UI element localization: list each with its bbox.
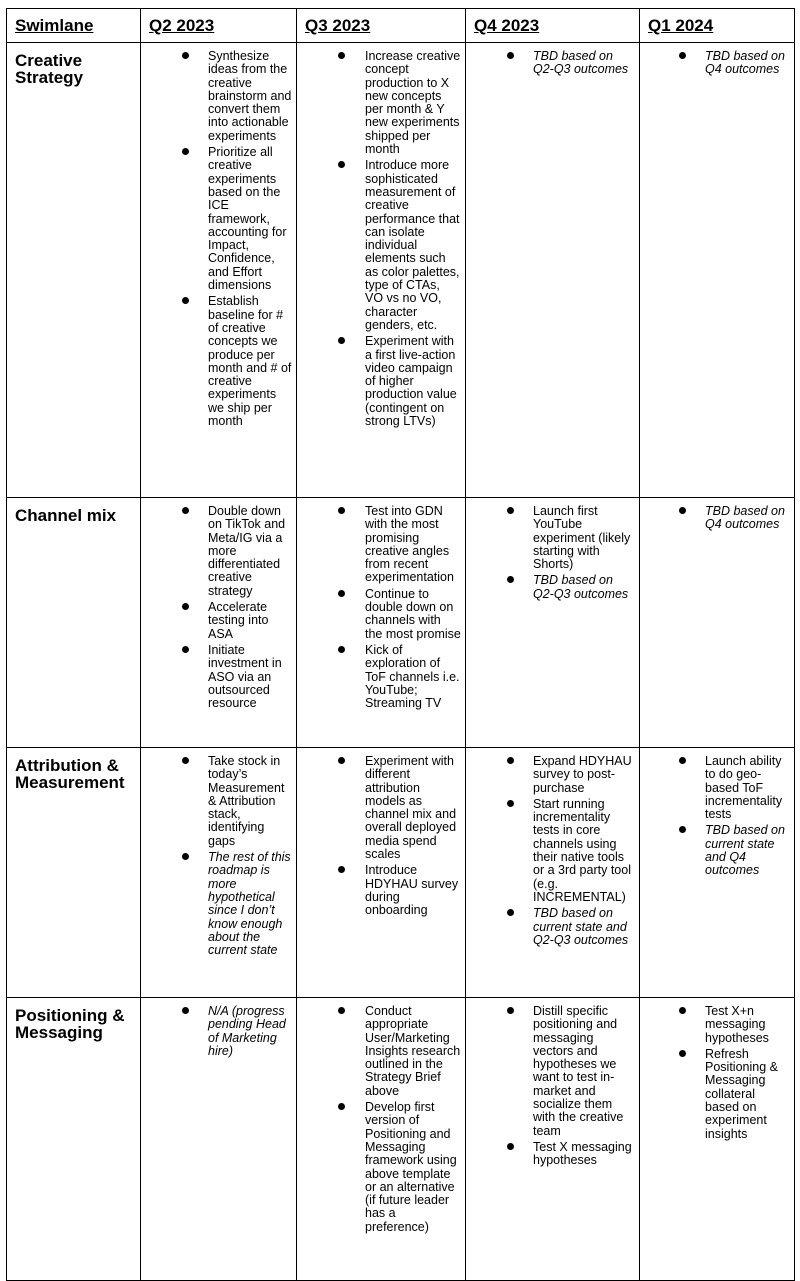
bullet-text: N/A (progress pending Head of Marketing hire) xyxy=(208,1004,286,1058)
bullet-dot-icon xyxy=(507,1143,514,1150)
bullet-item xyxy=(466,1005,635,1138)
cell-q3-2023 xyxy=(297,748,466,998)
bullet-dot-icon xyxy=(679,1007,686,1014)
bullet-text: Accelerate testing into ASA xyxy=(208,600,269,641)
bullet-item xyxy=(466,50,635,77)
bullet-item xyxy=(466,907,635,947)
bullet-list xyxy=(141,748,296,957)
bullet-item xyxy=(297,335,461,428)
bullet-dot-icon xyxy=(182,148,189,155)
bullet-text: Continue to double down on channels with the most promise xyxy=(365,586,461,641)
bullet-list xyxy=(297,498,465,710)
bullet-text: TBD based on Q2-Q3 outcomes xyxy=(533,49,629,77)
cell-q4-2023 xyxy=(466,498,640,748)
bullet-item xyxy=(141,755,292,848)
cell-q1-2024 xyxy=(640,43,795,498)
bullet-text: The rest of this roadmap is more hypothetical since I don’t know enough about the current state xyxy=(208,850,291,958)
cell-q3-2023 xyxy=(297,998,466,1281)
bullet-text: Introduce more sophisticated measurement of creative performance that can isolate individual elements such as color palettes, type of CTAs, VO vs no VO, character genders, etc. xyxy=(365,158,460,332)
bullet-dot-icon xyxy=(507,507,514,514)
bullet-text: Conduct appropriate User/Marketing Insights research outlined in the Strategy Brief above xyxy=(365,1004,461,1098)
bullet-text: Synthesize ideas from the creative brainstorm and convert them into actionable experiments xyxy=(208,49,292,143)
bullet-dot-icon xyxy=(338,1007,345,1014)
bullet-text: Test X+n messaging hypotheses xyxy=(705,1004,769,1045)
bullet-text: Launch ability to do geo-based ToF incrementality tests xyxy=(705,754,783,822)
cell-q1-2024 xyxy=(640,998,795,1281)
bullet-dot-icon xyxy=(679,1050,686,1057)
roadmap-table xyxy=(6,8,795,1281)
bullet-item xyxy=(640,505,790,532)
header-row xyxy=(7,9,795,43)
bullet-item xyxy=(297,505,461,585)
header-q1-2024: Q1 2024 xyxy=(640,9,795,43)
bullet-dot-icon xyxy=(338,866,345,873)
bullet-text: Initiate investment in ASO via an outsourced resource xyxy=(208,642,282,711)
bullet-item xyxy=(141,851,292,957)
bullet-text: Distill specific positioning and messaging vectors and hypotheses we want to test in-market and socialize them with the creative team xyxy=(533,1004,624,1138)
lane-label: Positioning & Messaging xyxy=(7,998,141,1281)
bullet-text: TBD based on Q4 outcomes xyxy=(705,504,785,532)
bullet-dot-icon xyxy=(338,1103,345,1110)
bullet-dot-icon xyxy=(182,853,189,860)
bullet-dot-icon xyxy=(679,507,686,514)
header-q3-2023: Q3 2023 xyxy=(297,9,466,43)
bullet-item xyxy=(297,864,461,917)
bullet-item xyxy=(640,755,790,821)
bullet-dot-icon xyxy=(182,603,189,610)
cell-q3-2023 xyxy=(297,498,466,748)
bullet-item xyxy=(297,588,461,641)
bullet-item xyxy=(640,1048,790,1141)
bullet-dot-icon xyxy=(338,590,345,597)
bullet-dot-icon xyxy=(182,52,189,59)
lane-label: Creative Strategy xyxy=(7,43,141,498)
cell-q4-2023 xyxy=(466,998,640,1281)
bullet-dot-icon xyxy=(679,826,686,833)
header-q4-2023: Q4 2023 xyxy=(466,9,640,43)
bullet-dot-icon xyxy=(679,757,686,764)
cell-q2-2023 xyxy=(141,43,297,498)
bullet-text: Prioritize all creative experiments based on the ICE framework, accounting for Impact, Confidence, and Effort dimensions xyxy=(208,145,287,293)
bullet-list xyxy=(640,43,794,77)
bullet-item xyxy=(141,601,292,641)
bullet-item xyxy=(141,146,292,292)
bullet-item xyxy=(466,1141,635,1168)
bullet-text: TBD based on Q2-Q3 outcomes xyxy=(533,573,629,601)
cell-q2-2023 xyxy=(141,998,297,1281)
bullet-item xyxy=(466,755,635,795)
bullet-list xyxy=(640,748,794,878)
bullet-text: Develop first version of Positioning and Messaging framework using above template or an alternative (if future leader has a preference) xyxy=(365,1100,457,1234)
bullet-list xyxy=(141,498,296,710)
bullet-text: Double down on TikTok and Meta/IG via a more differentiated creative strategy xyxy=(208,504,286,598)
bullet-list xyxy=(640,998,794,1141)
bullet-dot-icon xyxy=(182,507,189,514)
bullet-text: Refresh Positioning & Messaging collateral based on experiment insights xyxy=(705,1046,778,1141)
bullet-item xyxy=(141,644,292,710)
row-creative-strategy xyxy=(7,43,795,498)
bullet-dot-icon xyxy=(182,297,189,304)
row-attribution-measurement xyxy=(7,748,795,998)
bullet-text: Establish baseline for # of creative concepts we produce per month and # of creative experiments we ship per month xyxy=(208,294,292,429)
bullet-list xyxy=(466,498,639,601)
bullet-dot-icon xyxy=(182,1007,189,1014)
bullet-dot-icon xyxy=(338,507,345,514)
cell-q1-2024 xyxy=(640,748,795,998)
lane-label: Attribution & Measurement xyxy=(7,748,141,998)
lane-label: Channel mix xyxy=(7,498,141,748)
bullet-item xyxy=(640,50,790,77)
bullet-text: Introduce HDYHAU survey during onboarding xyxy=(365,863,459,918)
bullet-item xyxy=(297,159,461,332)
bullet-dot-icon xyxy=(338,161,345,168)
bullet-item xyxy=(297,1101,461,1234)
cell-q2-2023 xyxy=(141,748,297,998)
header-q2-2023: Q2 2023 xyxy=(141,9,297,43)
bullet-item xyxy=(640,824,790,877)
bullet-dot-icon xyxy=(338,337,345,344)
bullet-dot-icon xyxy=(182,646,189,653)
bullet-text: Kick of exploration of ToF channels i.e. YouTube; Streaming TV xyxy=(365,642,460,711)
bullet-dot-icon xyxy=(679,52,686,59)
bullet-text: Test into GDN with the most promising creative angles from recent experimentation xyxy=(365,504,454,585)
bullet-text: TBD based on Q4 outcomes xyxy=(705,49,785,77)
bullet-list xyxy=(297,43,465,428)
bullet-dot-icon xyxy=(507,757,514,764)
bullet-item xyxy=(466,574,635,601)
bullet-text: TBD based on current state and Q4 outcomes xyxy=(705,823,785,878)
bullet-dot-icon xyxy=(507,576,514,583)
bullet-item xyxy=(297,50,461,156)
cell-q2-2023 xyxy=(141,498,297,748)
bullet-item xyxy=(297,1005,461,1098)
bullet-list xyxy=(640,498,794,532)
header-swimlane: Swimlane xyxy=(7,9,141,43)
bullet-item xyxy=(297,755,461,861)
bullet-dot-icon xyxy=(507,1007,514,1014)
bullet-text: Experiment with a first live-action video campaign of higher production value (contingent on strong LTVs) xyxy=(365,334,457,429)
bullet-item xyxy=(297,644,461,710)
bullet-dot-icon xyxy=(507,800,514,807)
bullet-dot-icon xyxy=(338,646,345,653)
bullet-dot-icon xyxy=(338,52,345,59)
bullet-text: Expand HDYHAU survey to post-purchase xyxy=(533,754,632,795)
bullet-dot-icon xyxy=(507,52,514,59)
roadmap-body xyxy=(7,43,795,1281)
bullet-list xyxy=(297,998,465,1234)
bullet-text: Increase creative concept production to X new concepts per month & Y new experiments shipped per month xyxy=(365,49,461,157)
bullet-item xyxy=(141,50,292,143)
cell-q1-2024 xyxy=(640,498,795,748)
bullet-list xyxy=(141,43,296,428)
bullet-item xyxy=(141,295,292,428)
cell-q3-2023 xyxy=(297,43,466,498)
row-channel-mix xyxy=(7,498,795,748)
bullet-dot-icon xyxy=(338,757,345,764)
bullet-item xyxy=(640,1005,790,1045)
cell-q4-2023 xyxy=(466,43,640,498)
bullet-list xyxy=(466,748,639,947)
bullet-text: Start running incrementality tests in core channels using their native tools or a 3rd party tool (e.g. INCREMENTAL) xyxy=(533,796,631,904)
bullet-item xyxy=(466,505,635,571)
bullet-text: Take stock in today’s Measurement & Attribution stack, identifying gaps xyxy=(208,754,285,848)
bullet-text: TBD based on current state and Q2-Q3 outcomes xyxy=(533,906,629,947)
bullet-item xyxy=(141,505,292,598)
bullet-item xyxy=(141,1005,292,1058)
bullet-item xyxy=(466,798,635,904)
bullet-text: Experiment with different attribution models as channel mix and overall deployed media spend scales xyxy=(365,754,457,862)
bullet-dot-icon xyxy=(507,909,514,916)
bullet-text: Test X messaging hypotheses xyxy=(533,1139,632,1168)
bullet-text: Launch first YouTube experiment (likely starting with Shorts) xyxy=(533,504,631,572)
bullet-list xyxy=(466,43,639,77)
bullet-list xyxy=(466,998,639,1168)
row-positioning-messaging xyxy=(7,998,795,1281)
bullet-list xyxy=(297,748,465,918)
cell-q4-2023 xyxy=(466,748,640,998)
bullet-list xyxy=(141,998,296,1058)
bullet-dot-icon xyxy=(182,757,189,764)
